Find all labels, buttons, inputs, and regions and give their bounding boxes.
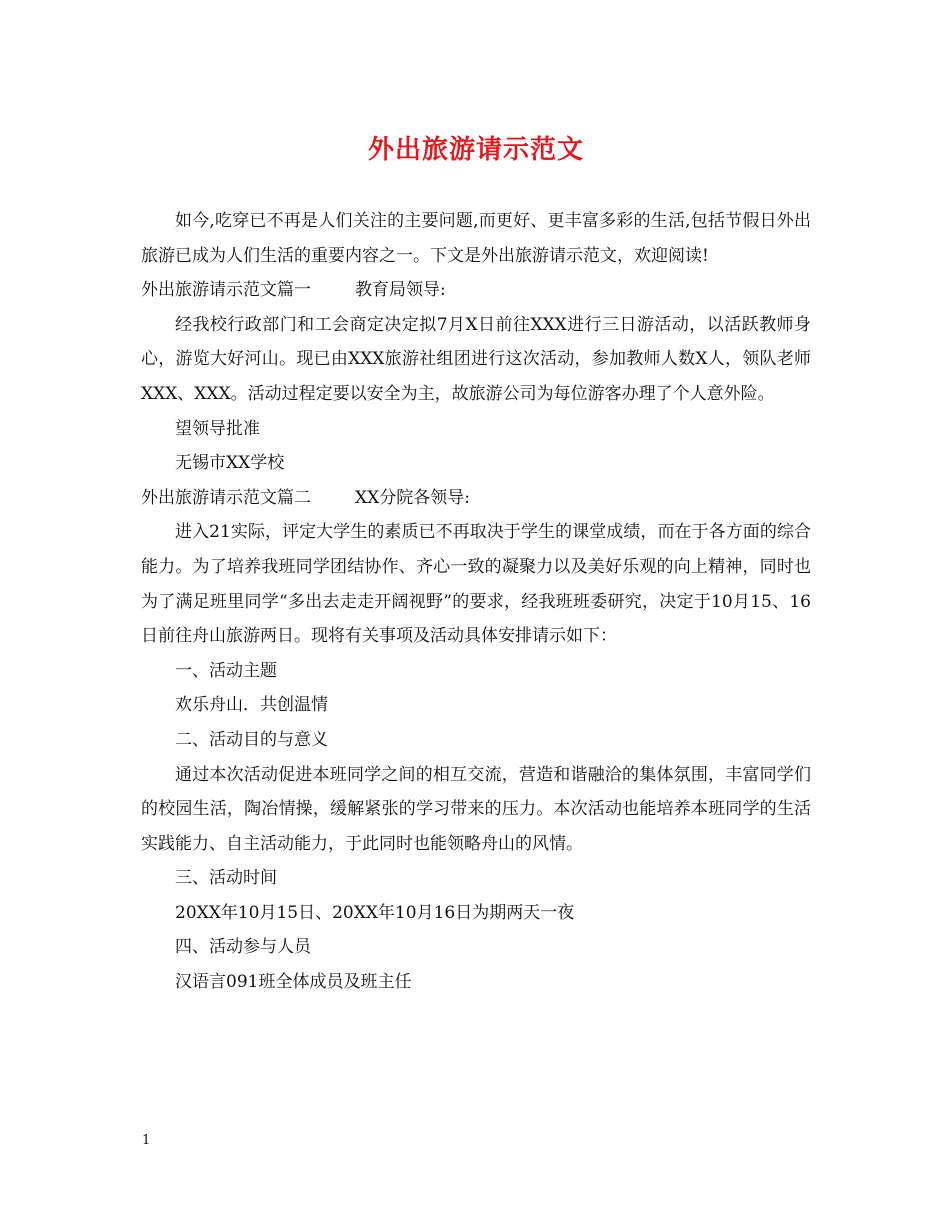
- list-heading: 三、活动时间: [175, 868, 277, 889]
- list-content: 汉语言091班全体成员及班主任: [175, 972, 412, 993]
- section-two-salutation: XX分院各领导:: [355, 487, 470, 508]
- list-heading: 一、活动主题: [175, 660, 277, 681]
- list-heading: 二、活动目的与意义: [175, 729, 328, 750]
- signature-line: 无锡市XX学校: [175, 453, 285, 474]
- document-title: 外出旅游请示范文: [367, 135, 584, 165]
- list-heading: 四、活动参与人员: [175, 937, 311, 958]
- section-one-salutation: 教育局领导:: [355, 280, 446, 301]
- section-heading-two: [141, 481, 811, 516]
- document-body: [141, 204, 811, 1000]
- list-content: 20XX年10月15日、20XX年10月16日为期两天一夜: [175, 902, 575, 923]
- section-two-title: 外出旅游请示范文篇二: [141, 487, 311, 508]
- request-line: 望领导批准: [175, 418, 260, 439]
- section-heading-one: [141, 273, 811, 308]
- list-content: 欢乐舟山．共创温情: [175, 695, 328, 716]
- body-paragraph: 进入21实际，评定大学生的素质已不再取决于学生的课堂成绩，而在于各方面的综合能力。为了培养我班同学团结协作、齐心一致的凝聚力以及美好乐观的向上精神，同时也为了满足班里同学“多出去走走开阔视野”的要求，经我班班委研究，决定于10月15、16日前往舟山旅游两日。现将有关事项及活动具体安排请示如下：: [141, 522, 811, 647]
- section-one-title: 外出旅游请示范文篇一: [141, 280, 311, 301]
- intro-paragraph: 如今,吃穿已不再是人们关注的主要问题,而更好、更丰富多彩的生活,包括节假日外出旅游已成为人们生活的重要内容之一。下文是外出旅游请示范文，欢迎阅读!: [141, 211, 811, 266]
- body-paragraph: 经我校行政部门和工会商定决定拟7月X日前往XXX进行三日游活动，以活跃教师身心，游览大好河山。现已由XXX旅游社组团进行这次活动，参加教师人数X人，领队老师XXX、XXX。活动过程定要以安全为主，故旅游公司为每位游客办理了个人意外险。: [141, 314, 811, 404]
- page-number: 1: [142, 1133, 151, 1148]
- body-paragraph: 通过本次活动促进本班同学之间的相互交流，营造和谐融洽的集体氛围，丰富同学们的校园生活，陶冶情操，缓解紧张的学习带来的压力。本次活动也能培养本班同学的生活实践能力、自主活动能力，于此同时也能领略舟山的风情。: [141, 764, 811, 854]
